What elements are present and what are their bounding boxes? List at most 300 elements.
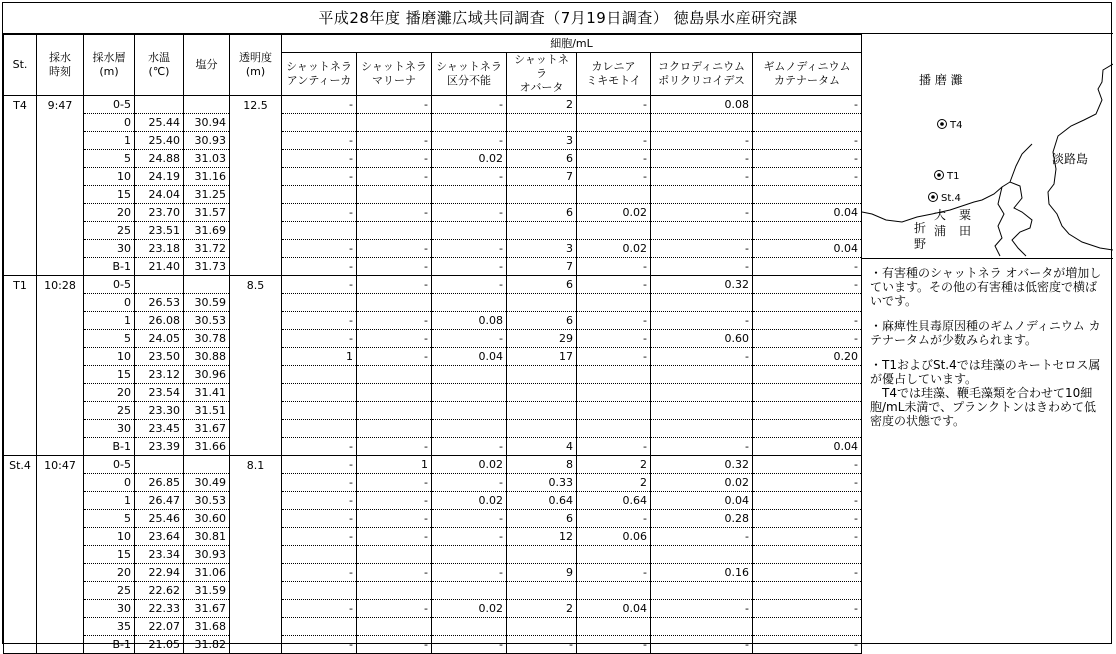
cell-count: [651, 420, 753, 438]
cell-count: 9: [507, 564, 577, 582]
depth-cell: 1: [84, 132, 135, 150]
cell-count: -: [577, 564, 651, 582]
table-row: [4, 420, 862, 438]
svg-text:T1: T1: [947, 171, 960, 182]
col-header-species: シャットネラ 区分不能: [432, 53, 507, 96]
salinity-cell: [184, 96, 230, 114]
cell-count: -: [432, 132, 507, 150]
table-row: [4, 114, 862, 132]
cell-count: -: [753, 276, 862, 294]
salinity-cell: 31.03: [184, 150, 230, 168]
salinity-cell: 30.94: [184, 114, 230, 132]
cell-count: 2: [507, 96, 577, 114]
cell-count: -: [577, 150, 651, 168]
cell-count: [577, 294, 651, 312]
col-header-species: シャットネラ アンティーカ: [282, 53, 357, 96]
cell-count: [507, 222, 577, 240]
cell-count: -: [651, 204, 753, 222]
cell-count: 0.02: [432, 600, 507, 618]
temp-cell: 22.07: [135, 618, 184, 636]
cell-count: [282, 384, 357, 402]
cell-count: -: [282, 438, 357, 456]
cell-count: [282, 294, 357, 312]
table-row: [4, 150, 862, 168]
col-header-species: シャットネラ マリーナ: [357, 53, 432, 96]
depth-cell: 25: [84, 582, 135, 600]
temp-cell: [135, 96, 184, 114]
cell-count: -: [577, 276, 651, 294]
table-row: [4, 168, 862, 186]
cell-count: 2: [507, 600, 577, 618]
cell-count: [282, 222, 357, 240]
cell-count: [753, 366, 862, 384]
cell-count: -: [753, 168, 862, 186]
temp-cell: 22.33: [135, 600, 184, 618]
temp-cell: 23.64: [135, 528, 184, 546]
salinity-cell: 31.51: [184, 402, 230, 420]
station-name: T1: [4, 276, 37, 456]
temp-cell: 26.08: [135, 312, 184, 330]
cell-count: [507, 420, 577, 438]
table-row: [4, 474, 862, 492]
cell-count: -: [357, 240, 432, 258]
depth-cell: 1: [84, 312, 135, 330]
depth-cell: 10: [84, 168, 135, 186]
cell-count: -: [357, 132, 432, 150]
cell-count: [577, 366, 651, 384]
cell-count: -: [753, 456, 862, 474]
cell-count: [432, 546, 507, 564]
salinity-cell: 30.53: [184, 492, 230, 510]
salinity-cell: 31.25: [184, 186, 230, 204]
col-header-transparency: 透明度 (m): [230, 35, 282, 96]
place-label-ori: 折: [914, 221, 927, 235]
temp-cell: 23.12: [135, 366, 184, 384]
cell-count: -: [282, 330, 357, 348]
cell-count: -: [282, 564, 357, 582]
station-name: St.4: [4, 456, 37, 654]
cell-count: 0.32: [651, 456, 753, 474]
cell-count: -: [357, 438, 432, 456]
cell-count: [577, 114, 651, 132]
cell-count: 0.33: [507, 474, 577, 492]
cell-count: [432, 222, 507, 240]
temp-cell: [135, 456, 184, 474]
cell-count: -: [282, 510, 357, 528]
note-item: ・T1およびSt.4では珪藻のキートセロス属が優占しています。: [870, 358, 1101, 386]
place-label-ura: 浦: [934, 224, 947, 238]
river-line: [995, 187, 1004, 256]
cell-count: [432, 402, 507, 420]
depth-cell: 0-5: [84, 456, 135, 474]
notes-panel: [870, 266, 1106, 439]
cell-count: -: [432, 510, 507, 528]
table-row: [4, 204, 862, 222]
cell-count: [753, 222, 862, 240]
cell-count: -: [651, 438, 753, 456]
col-header-species: シャットネラ オバータ: [507, 53, 577, 96]
cell-count: -: [577, 96, 651, 114]
cell-count: -: [282, 492, 357, 510]
cell-count: -: [651, 168, 753, 186]
cell-count: 4: [507, 438, 577, 456]
depth-cell: 0: [84, 114, 135, 132]
station-marker-t4: [938, 120, 963, 132]
salinity-cell: 31.68: [184, 618, 230, 636]
cell-count: [357, 366, 432, 384]
cell-count: 6: [507, 276, 577, 294]
cell-count: [577, 618, 651, 636]
salinity-cell: 31.66: [184, 438, 230, 456]
place-label-ta: 田: [959, 224, 972, 238]
cell-count: [507, 114, 577, 132]
depth-cell: 25: [84, 222, 135, 240]
cell-count: [507, 186, 577, 204]
cell-count: [357, 546, 432, 564]
cell-count: -: [432, 330, 507, 348]
sampling-time: 10:28: [37, 276, 84, 456]
cell-count: [577, 420, 651, 438]
svg-text:T4: T4: [950, 120, 963, 131]
cell-count: -: [577, 438, 651, 456]
salinity-cell: 30.49: [184, 474, 230, 492]
temp-cell: 23.39: [135, 438, 184, 456]
salinity-cell: 31.69: [184, 222, 230, 240]
cell-count: [651, 384, 753, 402]
table-row: [4, 294, 862, 312]
col-header-species: コクロディニウム ポリクリコイデス: [651, 53, 753, 96]
cell-count: [432, 186, 507, 204]
cell-count: 6: [507, 204, 577, 222]
cell-count: [507, 618, 577, 636]
cell-count: 0.06: [577, 528, 651, 546]
temp-cell: 24.05: [135, 330, 184, 348]
cell-count: -: [753, 510, 862, 528]
cell-count: [432, 618, 507, 636]
cell-count: -: [282, 96, 357, 114]
table-row: [4, 222, 862, 240]
cell-count: [753, 618, 862, 636]
cell-count: -: [651, 132, 753, 150]
table-row: [4, 438, 862, 456]
depth-cell: 5: [84, 150, 135, 168]
cell-count: -: [357, 330, 432, 348]
salinity-cell: 30.96: [184, 366, 230, 384]
cell-count: -: [753, 492, 862, 510]
cell-count: [507, 582, 577, 600]
place-label-dai: 大: [934, 208, 947, 222]
cell-count: [651, 186, 753, 204]
salinity-cell: 30.60: [184, 510, 230, 528]
cell-count: [357, 294, 432, 312]
cell-count: -: [753, 600, 862, 618]
cell-count: -: [753, 564, 862, 582]
cell-count: [651, 618, 753, 636]
cell-count: [357, 402, 432, 420]
cell-count: [282, 366, 357, 384]
cell-count: [432, 294, 507, 312]
cell-count: 0.20: [753, 348, 862, 366]
depth-cell: 1: [84, 492, 135, 510]
cell-count: -: [753, 474, 862, 492]
cell-count: [651, 114, 753, 132]
cell-count: [577, 402, 651, 420]
cell-count: -: [282, 168, 357, 186]
cell-count: -: [282, 528, 357, 546]
temp-cell: 21.40: [135, 258, 184, 276]
cell-count: 17: [507, 348, 577, 366]
cell-count: 0.28: [651, 510, 753, 528]
table-row: [4, 384, 862, 402]
table-row: [4, 600, 862, 618]
cell-count: [282, 546, 357, 564]
cell-count: 0.04: [753, 438, 862, 456]
cell-count: [282, 186, 357, 204]
cell-count: [651, 582, 753, 600]
table-row: [4, 546, 862, 564]
table-row: [4, 132, 862, 150]
table-header: [4, 35, 862, 96]
table-row: [4, 366, 862, 384]
table-row: [4, 348, 862, 366]
cell-count: [753, 186, 862, 204]
temp-cell: 23.50: [135, 348, 184, 366]
cell-count: [282, 402, 357, 420]
col-header-station: St.: [4, 35, 37, 96]
cell-count: [753, 402, 862, 420]
transparency-cell: 8.1: [230, 456, 282, 654]
cell-count: [651, 402, 753, 420]
temp-cell: 26.53: [135, 294, 184, 312]
transparency-cell: 12.5: [230, 96, 282, 276]
cell-count: -: [753, 330, 862, 348]
cell-count: 1: [357, 456, 432, 474]
cell-count: 0.16: [651, 564, 753, 582]
depth-cell: 20: [84, 204, 135, 222]
cell-count: [282, 582, 357, 600]
depth-cell: 0-5: [84, 96, 135, 114]
cell-count: [577, 582, 651, 600]
station-marker-st4: [929, 193, 961, 205]
cell-count: [357, 384, 432, 402]
cell-count: 0.04: [432, 348, 507, 366]
cell-count: [577, 222, 651, 240]
cell-count: 2: [577, 456, 651, 474]
cell-count: [651, 366, 753, 384]
cell-count: 6: [507, 510, 577, 528]
temp-cell: 25.44: [135, 114, 184, 132]
cell-count: 0.32: [651, 276, 753, 294]
temp-cell: 21.05: [135, 636, 184, 654]
depth-cell: 30: [84, 420, 135, 438]
note-item: ・有害種のシャットネラ オバータが増加しています。その他の有害種は低密度で横ばいです。: [870, 266, 1102, 308]
temp-cell: 22.94: [135, 564, 184, 582]
cell-count: -: [651, 312, 753, 330]
temp-cell: 23.70: [135, 204, 184, 222]
depth-cell: 10: [84, 348, 135, 366]
cell-count: -: [357, 636, 432, 654]
cell-count: -: [753, 528, 862, 546]
cell-count: -: [651, 348, 753, 366]
cell-count: [432, 114, 507, 132]
col-header-species: ギムノディニウム カテナータム: [753, 53, 862, 96]
cell-count: -: [432, 636, 507, 654]
cell-count: 3: [507, 240, 577, 258]
cell-count: -: [357, 258, 432, 276]
cell-count: -: [432, 564, 507, 582]
place-label-no: 野: [914, 237, 927, 251]
cell-count: [753, 384, 862, 402]
temp-cell: 23.18: [135, 240, 184, 258]
cell-count: -: [651, 240, 753, 258]
cell-count: 0.08: [651, 96, 753, 114]
salinity-cell: 30.88: [184, 348, 230, 366]
cell-count: [357, 114, 432, 132]
table-row: [4, 528, 862, 546]
cell-count: -: [282, 150, 357, 168]
cell-count: 0.04: [577, 600, 651, 618]
cell-count: -: [577, 168, 651, 186]
salinity-cell: [184, 456, 230, 474]
cell-count: -: [651, 258, 753, 276]
salinity-cell: 31.16: [184, 168, 230, 186]
cell-count: -: [357, 510, 432, 528]
table-row: [4, 456, 862, 474]
map-island-label: 淡路島: [1052, 152, 1089, 166]
report-title: 平成28年度 播磨灘広域共同調査（7月19日調査） 徳島県水産研究課: [3, 3, 1113, 34]
survey-table: [3, 34, 862, 654]
cell-count: [753, 546, 862, 564]
note-item: ・麻痺性貝毒原因種のギムノディニウム カテナータムが少数みられます。: [870, 319, 1101, 347]
cell-count: -: [282, 258, 357, 276]
cell-count: -: [432, 528, 507, 546]
cell-count: -: [357, 168, 432, 186]
salinity-cell: 31.41: [184, 384, 230, 402]
salinity-cell: 31.82: [184, 636, 230, 654]
cell-count: [577, 546, 651, 564]
depth-cell: 0-5: [84, 276, 135, 294]
table-row: [4, 510, 862, 528]
temp-cell: 23.34: [135, 546, 184, 564]
cell-count: -: [357, 564, 432, 582]
sampling-time: 9:47: [37, 96, 84, 276]
salinity-cell: 31.59: [184, 582, 230, 600]
cell-count: 0.02: [577, 204, 651, 222]
depth-cell: 20: [84, 384, 135, 402]
note-item: T4では珪藻、鞭毛藻類を合わせて10細胞/mL未満で、プランクトンはきわめて低密度の状態です。: [870, 386, 1096, 428]
depth-cell: 30: [84, 600, 135, 618]
cell-count: -: [577, 510, 651, 528]
temp-cell: 23.54: [135, 384, 184, 402]
cell-count: 0.02: [651, 474, 753, 492]
cell-count: -: [357, 348, 432, 366]
cell-count: -: [357, 204, 432, 222]
temp-cell: 26.85: [135, 474, 184, 492]
cell-count: [753, 582, 862, 600]
cell-count: -: [651, 600, 753, 618]
temp-cell: 24.88: [135, 150, 184, 168]
cell-count: -: [577, 636, 651, 654]
cell-count: [507, 384, 577, 402]
table-row: [4, 564, 862, 582]
salinity-cell: [184, 276, 230, 294]
cell-count: -: [357, 312, 432, 330]
cell-count: -: [357, 276, 432, 294]
cell-count: 7: [507, 258, 577, 276]
cell-count: [507, 402, 577, 420]
table-row: [4, 636, 862, 654]
cell-count: -: [282, 600, 357, 618]
cell-count: [357, 420, 432, 438]
cell-count: [282, 618, 357, 636]
table-row: [4, 240, 862, 258]
temp-cell: 23.51: [135, 222, 184, 240]
depth-cell: B-1: [84, 438, 135, 456]
cell-count: 0.08: [432, 312, 507, 330]
cell-count: [507, 294, 577, 312]
map-sea-label: 播 磨 灘: [919, 73, 963, 87]
temp-cell: 24.04: [135, 186, 184, 204]
cell-count: -: [432, 276, 507, 294]
cell-count: [507, 546, 577, 564]
depth-cell: 35: [84, 618, 135, 636]
depth-cell: 15: [84, 366, 135, 384]
salinity-cell: 30.81: [184, 528, 230, 546]
depth-cell: 25: [84, 402, 135, 420]
cell-count: [432, 420, 507, 438]
cell-count: -: [432, 258, 507, 276]
table-row: [4, 312, 862, 330]
table-row: [4, 330, 862, 348]
temp-cell: 25.46: [135, 510, 184, 528]
cell-count: 0.04: [753, 240, 862, 258]
cell-count: -: [651, 150, 753, 168]
col-header-depth: 採水層 (m): [84, 35, 135, 96]
cell-count: 0.64: [507, 492, 577, 510]
salinity-cell: 31.67: [184, 600, 230, 618]
salinity-cell: 31.06: [184, 564, 230, 582]
temp-cell: 26.47: [135, 492, 184, 510]
cell-count: -: [357, 150, 432, 168]
temp-cell: 25.40: [135, 132, 184, 150]
salinity-cell: 31.72: [184, 240, 230, 258]
col-header-salinity: 塩分: [184, 35, 230, 96]
table-row: [4, 492, 862, 510]
sampling-time: 10:47: [37, 456, 84, 654]
report-frame: [2, 2, 1112, 651]
cell-count: [432, 384, 507, 402]
cell-count: [357, 582, 432, 600]
salinity-cell: 30.78: [184, 330, 230, 348]
station-marker-t1: [935, 171, 960, 183]
cell-count: 29: [507, 330, 577, 348]
cell-count: [651, 222, 753, 240]
breakwater-line: [1010, 144, 1032, 182]
cell-count: -: [357, 96, 432, 114]
salinity-cell: 31.67: [184, 420, 230, 438]
cell-count: [357, 222, 432, 240]
cell-count: -: [432, 96, 507, 114]
cell-count: -: [753, 132, 862, 150]
cell-count: [753, 114, 862, 132]
cell-count: -: [357, 492, 432, 510]
cell-count: 8: [507, 456, 577, 474]
table-row: [4, 186, 862, 204]
depth-cell: 0: [84, 294, 135, 312]
salinity-cell: 30.59: [184, 294, 230, 312]
map-svg: [862, 34, 1113, 258]
cell-count: -: [577, 330, 651, 348]
